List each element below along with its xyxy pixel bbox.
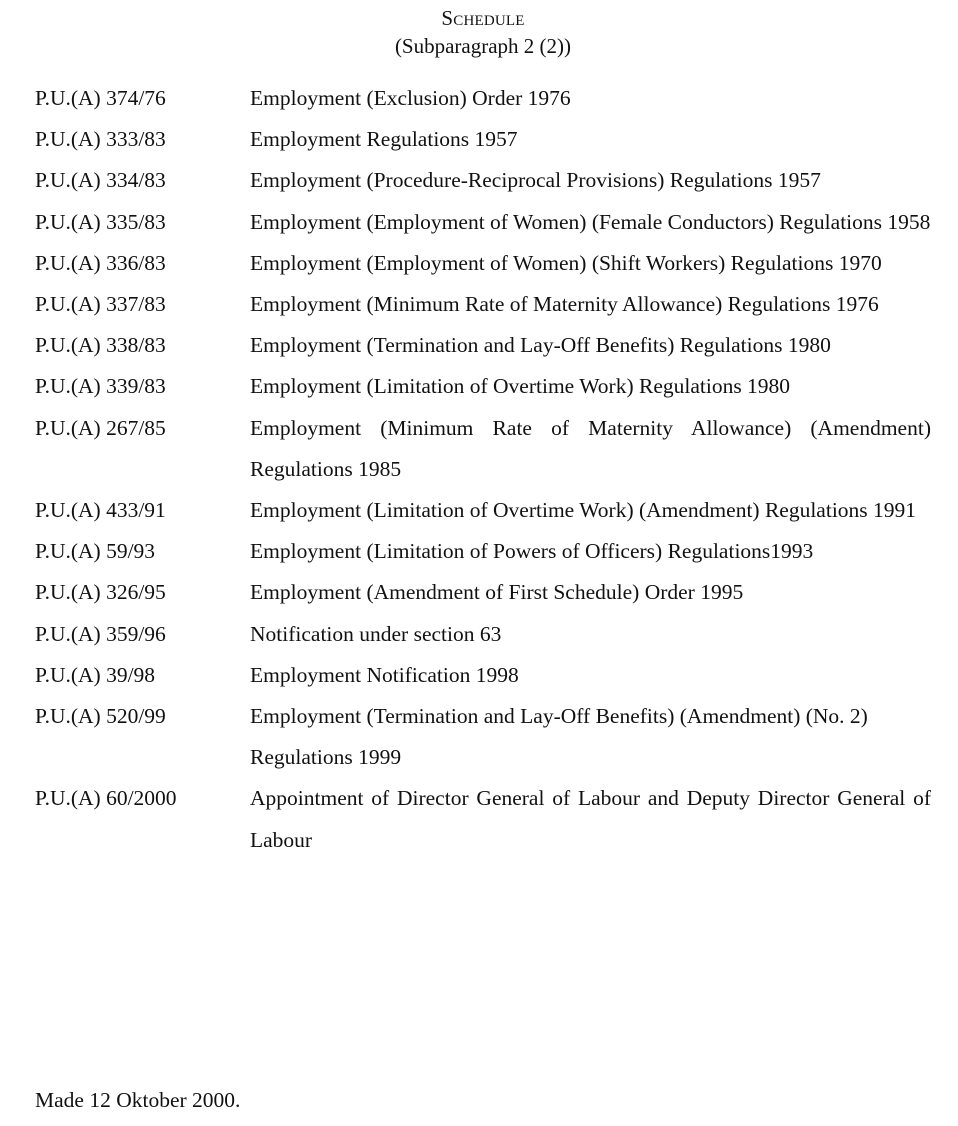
list-item [35,160,931,201]
instrument-title: Employment (Exclusion) Order 1976 [250,86,571,110]
reference-number: P.U.(A) 334/83 [35,168,166,193]
list-item [35,325,931,366]
reference-number: P.U.(A) 337/83 [35,292,166,317]
reference-number: P.U.(A) 339/83 [35,374,166,399]
reference-number: P.U.(A) 359/96 [35,621,166,646]
list-item [35,284,931,325]
instrument-title: Appointment of Director General of Labour and Deputy Director General of Labour [250,786,931,852]
reference-number: P.U.(A) 338/83 [35,333,166,358]
instrument-title: Employment Notification 1998 [250,662,519,687]
instrument-title: Employment (Limitation of Overtime Work) Regulations 1980 [250,374,791,399]
list-item [35,119,931,160]
instrument-title: Employment (Minimum Rate of Maternity Allowance) Regulations 1976 [250,292,879,317]
schedule-list [35,78,931,861]
list-item [35,490,931,531]
reference-number: P.U.(A) 60/2000 [35,786,177,811]
reference-number: P.U.(A) 520/99 [35,704,166,729]
list-item [35,243,931,284]
reference-number: P.U.(A) 326/95 [35,580,166,605]
instrument-title: Employment (Termination and Lay-Off Benefits) (Amendment) (No. 2) Regulations 1999 [250,704,868,770]
instrument-title: Employment (Limitation of Powers of Officers) Regulations1993 [250,539,814,564]
reference-number: P.U.(A) 59/93 [35,539,156,564]
instrument-title: Employment (Limitation of Overtime Work) (Amendment) Regulations 1991 [250,498,917,523]
instrument-title: Employment (Minimum Rate of Maternity Allowance) (Amendment) Regulations 1985 [250,415,931,481]
instrument-title: Employment (Employment of Women) (Shift Workers) Regulations 1970 [250,250,882,275]
reference-number: P.U.(A) 267/85 [35,415,166,440]
reference-number: P.U.(A) 433/91 [35,498,166,523]
list-item [35,408,931,490]
reference-number: P.U.(A) 39/98 [35,662,156,687]
instrument-title: Notification under section 63 [250,621,502,646]
list-item [35,366,931,407]
schedule-subheading: (Subparagraph 2 (2)) [394,34,572,58]
instrument-title: Employment (Procedure-Reciprocal Provisions) Regulations 1957 [250,168,821,193]
list-item [35,696,931,778]
list-item [35,202,931,243]
instrument-title: Employment Regulations 1957 [250,127,518,152]
instrument-title: Employment (Amendment of First Schedule) Order 1995 [250,580,744,605]
reference-number: P.U.(A) 374/76 [35,86,166,110]
reference-number: P.U.(A) 336/83 [35,250,166,275]
instrument-title: Employment (Termination and Lay-Off Benefits) Regulations 1980 [250,333,831,358]
list-item [35,572,931,613]
list-item [35,655,931,696]
list-item [35,531,931,572]
reference-number: P.U.(A) 333/83 [35,127,166,152]
instrument-title: Employment (Employment of Women) (Female Conductors) Regulations 1958 [250,209,931,234]
list-item [35,778,931,860]
made-date: Made 12 Oktober 2000. [35,1088,241,1112]
list-item [35,614,931,655]
list-item [35,78,931,119]
schedule-heading: Schedule [441,6,525,30]
reference-number: P.U.(A) 335/83 [35,209,166,234]
